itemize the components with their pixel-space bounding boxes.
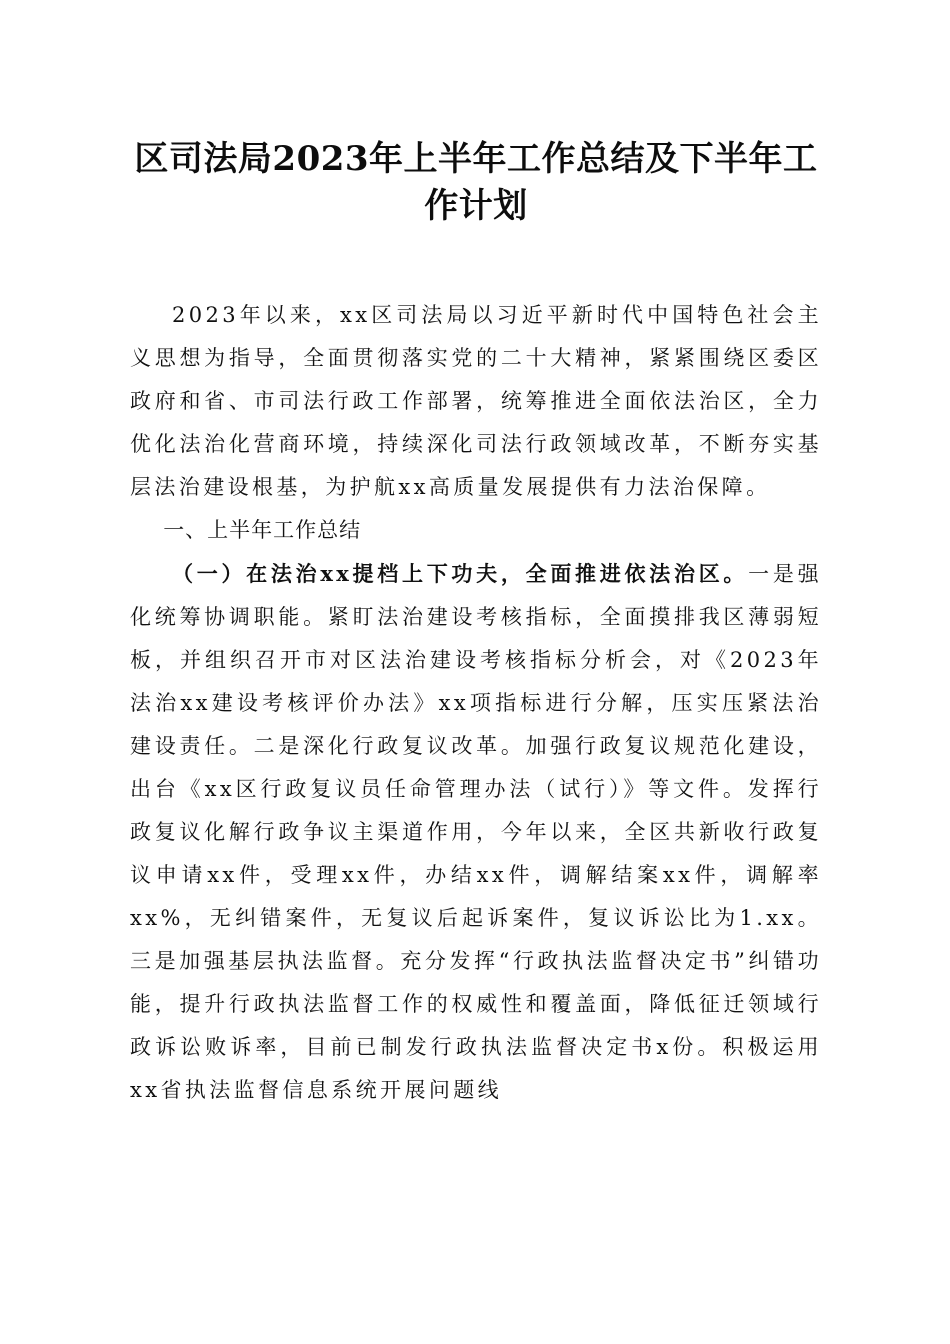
document-title bbox=[130, 136, 822, 230]
document-body bbox=[130, 294, 822, 1112]
intro-paragraph: 2023年以来，xx区司法局以习近平新时代中国特色社会主义思想为指导，全面贯彻落实党的二十大精神，紧紧围绕区委区政府和省、市司法行政工作部署，统筹推进全面依法治区，全力优化法治化营商环境，持续深化司法行政领域改革，不断夯实基层法治建设根基，为护航xx高质量发展提供有力法治保障。 bbox=[130, 303, 822, 499]
title-line-1: 区司法局2023年上半年工作总结及下半年工 bbox=[134, 139, 818, 179]
subsection-title: （一）在法治xx提档上下功夫，全面推进依法治区。 bbox=[172, 561, 749, 586]
subsection-body: 一是强化统筹协调职能。紧盯法治建设考核指标，全面摸排我区薄弱短板，并组织召开市对区法治建设考核指标分析会，对《2023年法治xx建设考核评价办法》xx项指标进行分解，压实压紧法治建设责任。二是深化行政复议改革。加强行政复议规范化建设，出台《xx区行政复议员任命管理办法（试行）》等文件。发挥行政复议化解行政争议主渠道作用，今年以来，全区共新收行政复议申请xx件，受理xx件，办结xx件，调解结案xx件，调解率xx%，无纠错案件，无复议后起诉案件，复议诉讼比为1.xx。三是加强基层执法监督。充分发挥“行政执法监督决定书”纠错功能，提升行政执法监督工作的权威性和覆盖面，降低征迁领域行政诉讼败诉率，目前已制发行政执法监督决定书x份。积极运用xx省执法监督信息系统开展问题线 bbox=[130, 562, 823, 1102]
subsection-paragraph bbox=[130, 552, 822, 1112]
title-line-2: 作计划 bbox=[424, 186, 528, 226]
section-heading-first-half-summary: 一、上半年工作总结 bbox=[163, 518, 362, 542]
